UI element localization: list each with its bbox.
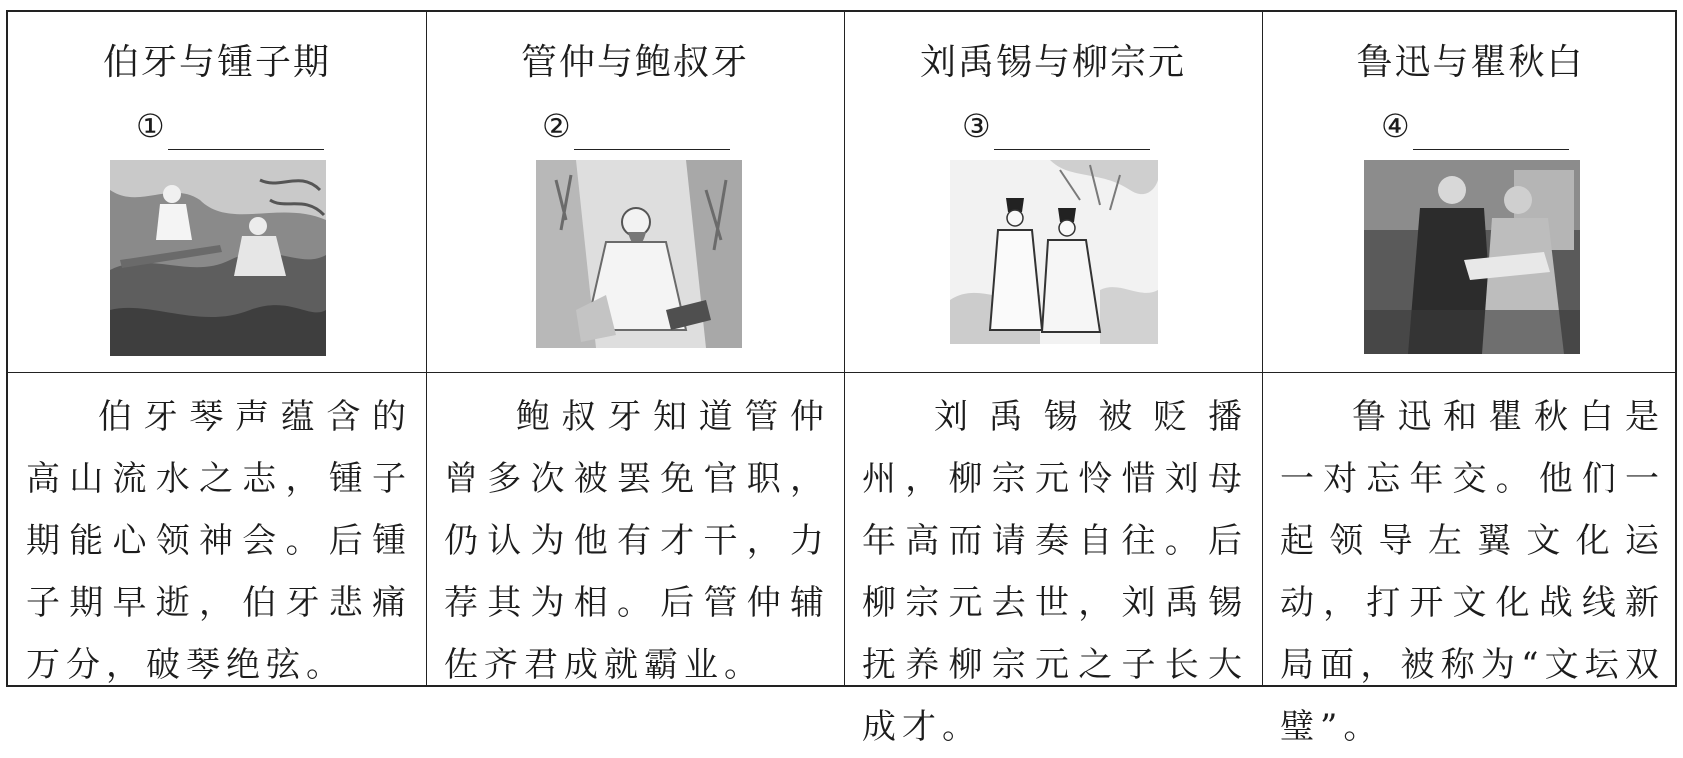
description-cell-4 xyxy=(1262,374,1679,747)
column-title: 管仲与鲍叔牙 xyxy=(520,42,749,83)
column-description: 鲁迅和瞿秋白是一对忘年交。他们一起领导左翼文化运动，打开文化战线新局面，被称为“文坛双璧”。 xyxy=(1280,397,1665,747)
fill-in-line xyxy=(1413,149,1569,150)
painting-guanzhong-baoshuya xyxy=(536,160,742,348)
blank-number: ③ xyxy=(962,107,991,145)
fill-in-line xyxy=(574,149,730,150)
painting-boya-zhongziqi xyxy=(110,160,326,356)
row-divider xyxy=(8,372,1675,373)
fill-in-line xyxy=(168,149,324,150)
photo-luxun-quqiubai xyxy=(1364,160,1580,354)
blank-number: ② xyxy=(542,107,571,145)
blank-number: ① xyxy=(136,107,165,145)
blank-number: ④ xyxy=(1381,107,1410,145)
fill-in-line xyxy=(994,149,1150,150)
column-description: 鲍叔牙知道管仲曾多次被罢免官职，仍认为他有才干，力荐其为相。后管仲辅佐齐君成就霸业。 xyxy=(444,397,830,685)
header-cell-1 xyxy=(8,12,426,372)
column-title: 刘禹锡与柳宗元 xyxy=(919,42,1186,83)
answer-blank-4 xyxy=(1262,107,1679,157)
header-cell-3 xyxy=(844,12,1262,372)
column-title: 伯牙与锺子期 xyxy=(102,42,331,83)
description-cell-1 xyxy=(8,374,426,687)
header-cell-4 xyxy=(1262,12,1679,372)
friendship-table xyxy=(6,10,1677,747)
description-cell-2 xyxy=(426,374,844,687)
description-cell-3 xyxy=(844,374,1262,747)
column-description: 刘禹锡被贬播州，柳宗元怜惜刘母年高而请奏自往。后柳宗元去世，刘禹锡抚养柳宗元之子长大成才。 xyxy=(862,397,1248,747)
column-title: 鲁迅与瞿秋白 xyxy=(1356,42,1585,83)
header-cell-2 xyxy=(426,12,844,372)
answer-blank-1 xyxy=(8,107,426,157)
painting-liuyuxi-liuzongyuan xyxy=(950,160,1158,344)
answer-blank-2 xyxy=(426,107,844,157)
column-description: 伯牙琴声蕴含的高山流水之志，锺子期能心领神会。后锺子期早逝，伯牙悲痛万分，破琴绝弦。 xyxy=(26,397,412,685)
answer-blank-3 xyxy=(844,107,1262,157)
